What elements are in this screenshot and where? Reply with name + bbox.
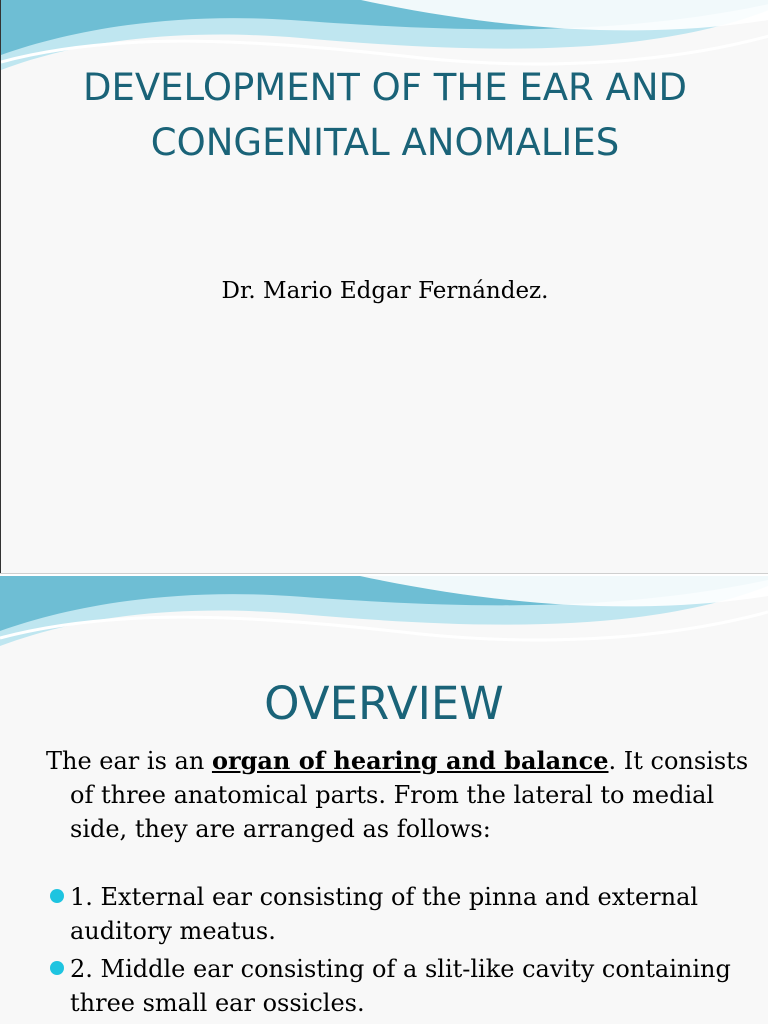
intro-text: The ear is an xyxy=(46,747,212,775)
author-name: Dr. Mario Edgar Fernández. xyxy=(221,278,549,304)
bullet-list xyxy=(46,880,736,1024)
intro-paragraph xyxy=(46,744,760,846)
bullet-icon xyxy=(50,889,64,903)
list-item-text: 1. External ear consisting of the pinna and external auditory meatus. xyxy=(70,883,699,945)
bullet-icon xyxy=(50,961,64,975)
intro-text: . It consists of three anatomical parts. From the lateral to medial side, they are arranged as follows: xyxy=(70,747,749,843)
slide-title: OVERVIEW xyxy=(264,677,504,730)
list-item xyxy=(46,880,736,948)
overview-slide xyxy=(0,576,768,1024)
slide-title: DEVELOPMENT OF THE EAR AND CONGENITAL ANOMALIES xyxy=(83,66,687,164)
list-item xyxy=(46,952,736,1020)
emphasized-phrase: organ of hearing and balance xyxy=(211,746,609,775)
header-wave-decoration xyxy=(0,576,768,666)
list-item-text: 2. Middle ear consisting of a slit-like cavity containing three small ear ossicles. xyxy=(70,955,731,1017)
